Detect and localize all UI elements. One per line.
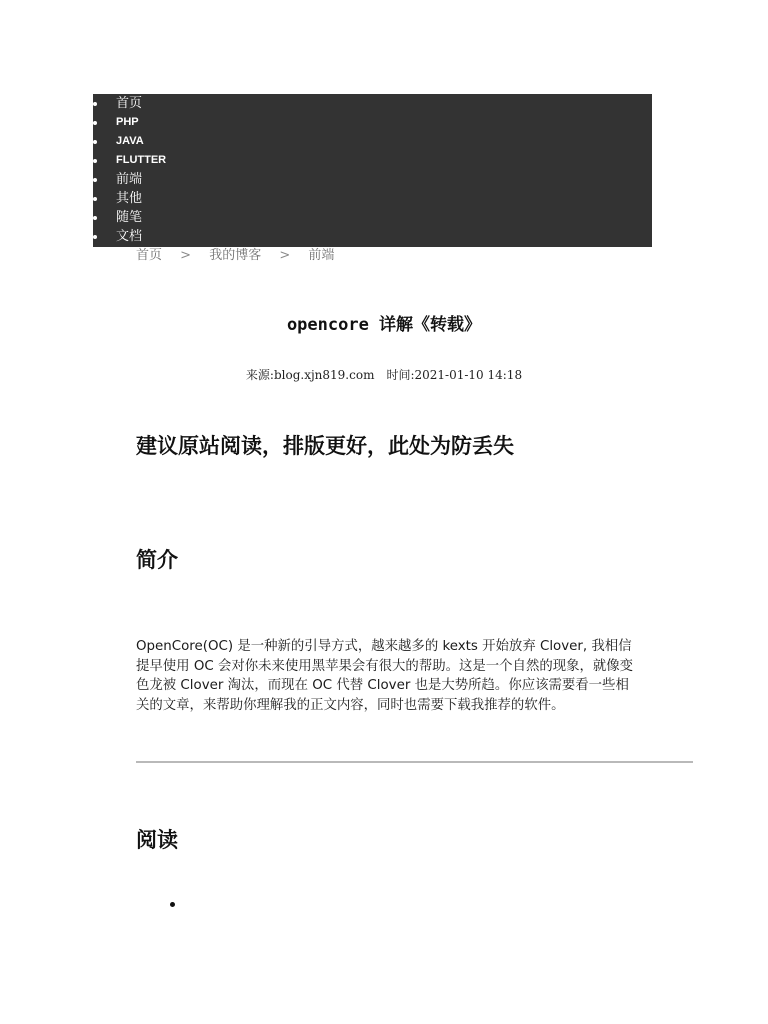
- bullet-icon: [93, 197, 97, 201]
- bullet-icon: [93, 216, 97, 220]
- read-list: [166, 896, 175, 907]
- breadcrumb-home-link[interactable]: 首页: [136, 248, 163, 263]
- read-heading: 阅读: [136, 827, 178, 852]
- article-meta: [0, 366, 768, 383]
- nav-item-flutter[interactable]: [93, 151, 652, 170]
- section-divider: [136, 761, 693, 763]
- intro-heading: 简介: [136, 547, 178, 572]
- nav-item-essays[interactable]: [93, 208, 652, 227]
- chevron-right-icon: >: [180, 248, 192, 263]
- bullet-icon: [93, 178, 97, 182]
- breadcrumb-frontend-link[interactable]: 前端: [308, 248, 335, 263]
- bullet-icon: [93, 159, 97, 163]
- nav-item-label: PHP: [116, 116, 139, 128]
- nav-item-label: 随笔: [116, 210, 143, 225]
- list-item: [166, 902, 175, 907]
- breadcrumb-blog-link[interactable]: 我的博客: [209, 248, 262, 263]
- bullet-icon: [93, 121, 97, 125]
- nav-item-label: 其他: [116, 191, 143, 206]
- top-nav-menu: [93, 94, 652, 247]
- breadcrumb: [136, 244, 334, 262]
- nav-item-frontend[interactable]: [93, 170, 652, 189]
- nav-item-other[interactable]: [93, 189, 652, 208]
- nav-item-home[interactable]: [93, 94, 652, 113]
- nav-item-java[interactable]: [93, 132, 652, 151]
- chevron-right-icon: >: [279, 248, 291, 263]
- article-time: 时间:2021-01-10 14:18: [386, 368, 523, 382]
- bullet-icon: [93, 235, 97, 239]
- nav-item-label: JAVA: [116, 135, 144, 147]
- nav-item-label: 前端: [116, 172, 143, 187]
- nav-item-label: 文档: [116, 229, 143, 244]
- bullet-icon: [170, 902, 175, 907]
- bullet-icon: [93, 140, 97, 144]
- bullet-icon: [93, 102, 97, 106]
- article-title: opencore 详解《转载》: [286, 315, 482, 335]
- article-source: 来源:blog.xjn819.com: [245, 368, 375, 382]
- nav-item-label: FLUTTER: [116, 154, 167, 166]
- nav-item-label: 首页: [116, 96, 143, 111]
- notice-heading: 建议原站阅读，排版更好，此处为防丢失: [136, 433, 514, 458]
- intro-paragraph: OpenCore(OC) 是一种新的引导方式，越来越多的 kexts 开始放弃 Clover, 我相信提早使用 OC 会对你未来使用黑苹果会有很大的帮助。这是一个自然的现象，就像变色龙被 Clover 淘汰，而现在 OC 代替 Clover 也是大势所趋。你应该需要看一些相关的文章，来帮助你理解我的正文内容，同时也需要下载我推荐的软件。: [136, 639, 634, 713]
- nav-item-php[interactable]: [93, 113, 652, 132]
